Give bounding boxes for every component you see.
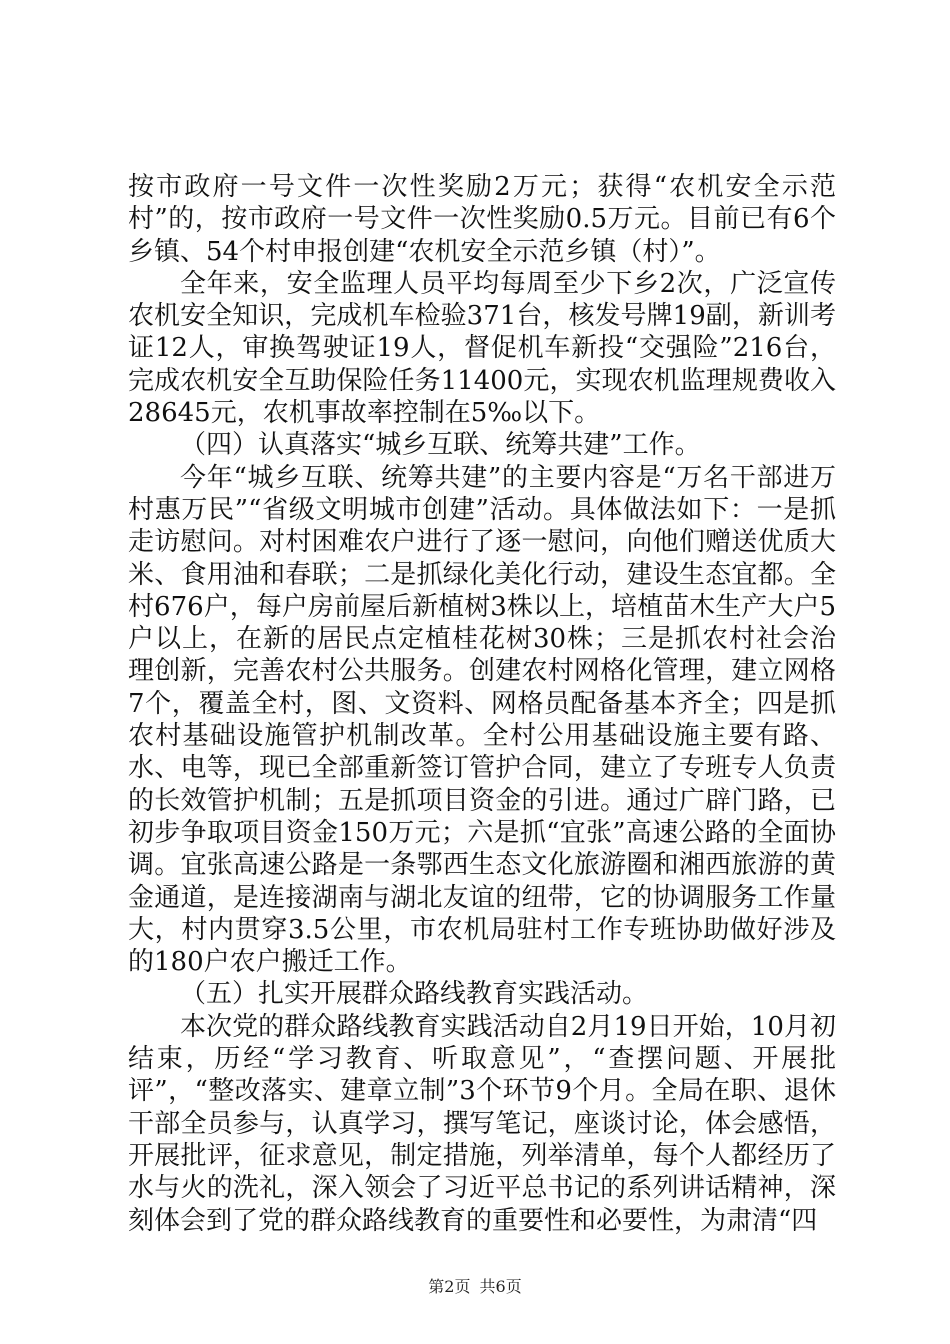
section-heading-5: （五）扎实开展群众路线教育实践活动。 <box>180 979 649 1010</box>
paragraph-4: 本次党的群众路线教育实践活动自2月19日开始，10月初结束，历经“学习教育、听取意见”，“查摆问题、开展批评”，“整改落实、建章立制”3个环节9个月。全局在职、退休干部全员参与，认真学习，撰写笔记，座谈讨论，体会感悟，开展批评，征求意见，制定措施，列举清单，每个人都经历了水与火的洗礼，深入领会了习近平总书记的系列讲话精神，深刻体会到了党的群众路线教育的重要性和必要性，为肃清“四 <box>128 1011 836 1236</box>
document-body <box>128 171 836 1237</box>
paragraph-2: 全年来，安全监理人员平均每周至少下乡2次，广泛宣传农机安全知识，完成机车检验371台，核发号牌19副，新训考证12人，审换驾驶证19人，督促机车新投“交强险”216台，完成农机安全互助保险任务11400元，实现农机监理规费收入28645元，农机事故率控制在5‰以下。 <box>128 268 836 429</box>
page-footer: 第2页 共6页 <box>428 1277 522 1296</box>
paragraph-3: 今年“城乡互联、统筹共建”的主要内容是“万名干部进万村惠万民”“省级文明城市创建”活动。具体做法如下：一是抓走访慰问。对村困难农户进行了逐一慰问，向他们赠送优质大米、食用油和春联；二是抓绿化美化行动，建设生态宜都。全村676户，每户房前屋后新植树3株以上，培植苗木生产大户5户以上，在新的居民点定植桂花树30株；三是抓农村社会治理创新，完善农村公共服务。创建农村网格化管理，建立网格7个，覆盖全村，图、文资料、网格员配备基本齐全；四是抓农村基础设施管护机制改革。全村公用基础设施主要有路、水、电等，现已全部重新签订管护合同，建立了专班专人负责的长效管护机制；五是抓项目资金的引进。通过广辟门路，已初步争取项目资金150万元；六是抓“宜张”高速公路的全面协调。宜张高速公路是一条鄂西生态文化旅游圈和湘西旅游的黄金通道，是连接湖南与湖北友谊的纽带，它的协调服务工作量大，村内贯穿3.5公里，市农机局驻村工作专班协助做好涉及的180户农户搬迁工作。 <box>128 462 836 978</box>
paragraph-1: 按市政府一号文件一次性奖励2万元；获得“农机安全示范村”的，按市政府一号文件一次性奖励0.5万元。目前已有6个乡镇、54个村申报创建“农机安全示范乡镇（村）”。 <box>128 172 836 267</box>
section-heading-4: （四）认真落实“城乡互联、统筹共建”工作。 <box>180 430 701 461</box>
